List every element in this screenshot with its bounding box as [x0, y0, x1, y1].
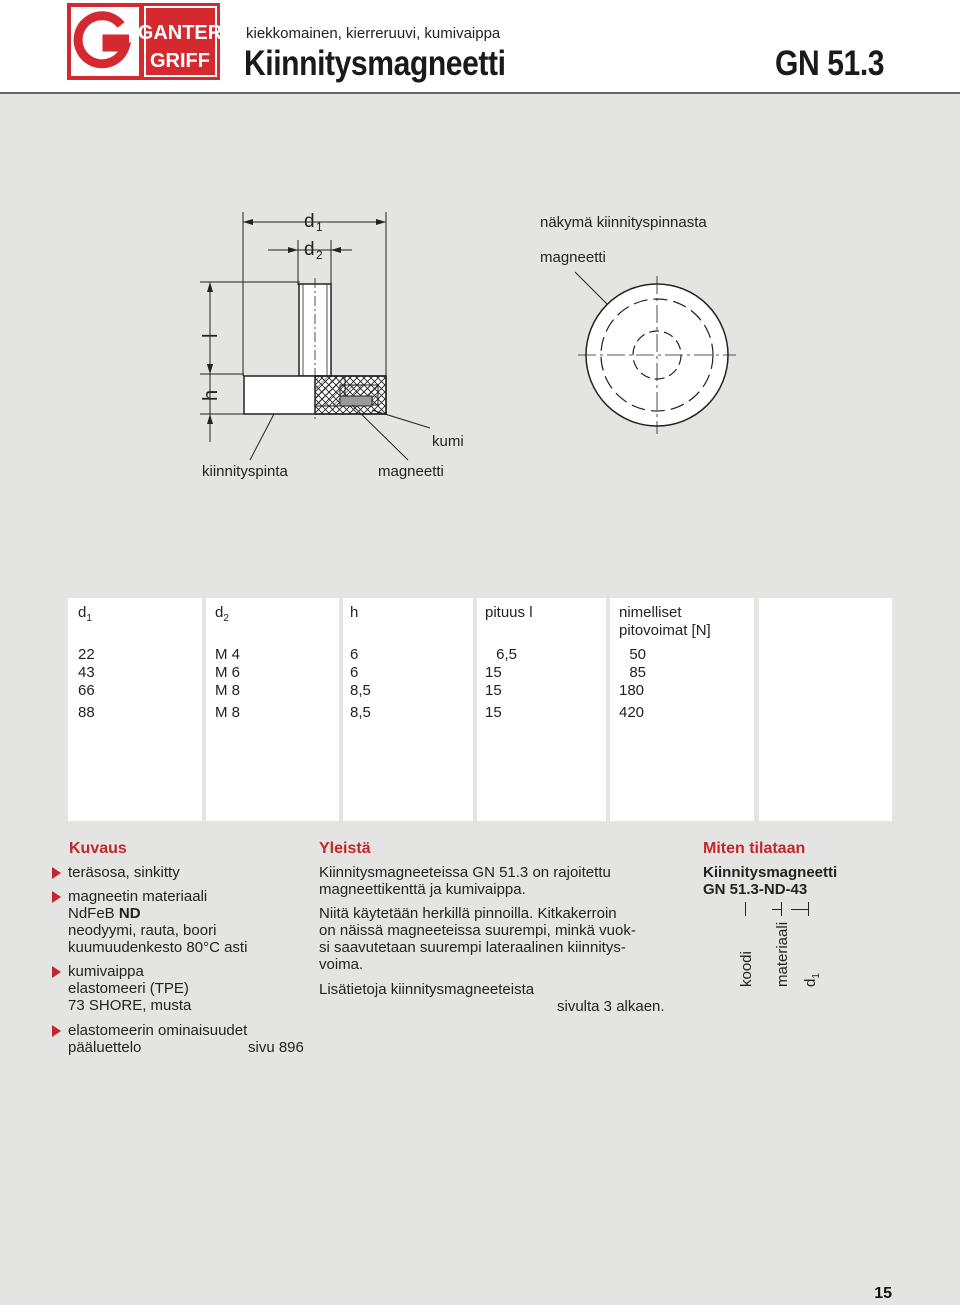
general-text: voima. [319, 956, 364, 973]
general-text: on näissä magneeteissa suurempi, minkä vuok- [319, 922, 636, 939]
header-h: h [350, 604, 359, 621]
ordering-label-material: materiaali [774, 921, 791, 987]
ordering-tick [781, 902, 782, 916]
general-text: sivulta 3 alkaen. [557, 998, 665, 1015]
ordering-tick [791, 909, 808, 910]
cell-length: 15 [485, 704, 502, 721]
magnet-insert [340, 396, 372, 406]
dim-d1-label: d [304, 211, 315, 232]
ordering-name: Kiinnitysmagneetti [703, 864, 838, 881]
cell-length: 6,5 [496, 646, 517, 663]
header-d2: $d_2$ [215, 604, 229, 624]
bullet-arrow-icon [52, 867, 61, 879]
description-item: 73 SHORE, musta [68, 997, 192, 1014]
general-text: Niitä käytetään herkillä pinnoilla. Kitkakerroin [319, 905, 617, 922]
page-title: Kiinnitysmagneetti [244, 44, 506, 83]
cell-d2: M 4 [215, 646, 241, 663]
label-rubber: kumi [432, 433, 464, 450]
label-view: näkymä kiinnityspinnasta [540, 214, 707, 231]
label-magnet-bottom: magneetti [378, 463, 444, 480]
product-code: GN 51.3 [775, 44, 885, 83]
brand-bottom-text: GRIFF [150, 50, 210, 72]
header-force: nimelliset pitovoimat [N] [619, 604, 711, 639]
general-text: si saavutetaan suurempi lateraalinen kiinnitys- [319, 939, 626, 956]
description-item: elastomeerin ominaisuudet [68, 1022, 248, 1039]
dim-d1-sub: 1 [316, 220, 323, 234]
description-item: kuumuudenkesto 80°C asti [68, 939, 248, 956]
label-surface: kiinnityspinta [202, 463, 288, 480]
general-title: Yleistä [319, 840, 371, 857]
ordering-label-d1: $d_1$ [802, 973, 822, 987]
technical-drawing [160, 200, 800, 500]
description-item: NdFeB ND [68, 905, 141, 922]
description-item: teräsosa, sinkitty [68, 864, 180, 881]
cell-force: 85 [629, 664, 646, 681]
description-title: Kuvaus [69, 840, 127, 857]
description-item: kumivaippa [68, 963, 144, 980]
page-number: 15 [874, 1285, 892, 1302]
ordering-tick [808, 902, 809, 916]
cell-h: 6 [350, 664, 359, 681]
cell-d2: M 8 [215, 704, 241, 721]
cell-force: 420 [619, 704, 645, 721]
ordering-tick [772, 909, 781, 910]
cell-h: 8,5 [350, 704, 371, 721]
ordering-label-code: koodi [738, 951, 755, 987]
bullet-arrow-icon [52, 966, 61, 978]
cell-d2: M 6 [215, 664, 241, 681]
general-text: Lisätietoja kiinnitysmagneeteista [319, 981, 535, 998]
cell-d1: 43 [78, 664, 95, 681]
ordering-tick [745, 902, 746, 916]
header-length: pituus l [485, 604, 533, 621]
bullet-arrow-icon [52, 891, 61, 903]
dim-l-label: l [200, 333, 222, 338]
cell-d1: 66 [78, 682, 95, 699]
cell-length: 15 [485, 664, 502, 681]
header-d1: $d_1$ [78, 604, 92, 624]
ordering-code: GN 51.3-ND-43 [703, 881, 808, 898]
label-magnet-top: magneetti [540, 249, 606, 266]
ordering-title: Miten tilataan [703, 840, 806, 857]
description-item: neodyymi, rauta, boori [68, 922, 217, 939]
cell-d2: M 8 [215, 682, 241, 699]
dim-h-label: h [200, 389, 222, 401]
general-text: magneettikenttä ja kumivaippa. [319, 881, 526, 898]
cell-d1: 22 [78, 646, 95, 663]
table-col-extra [759, 598, 892, 821]
page-subtitle: kiekkomainen, kierreruuvi, kumivaippa [246, 25, 501, 42]
dim-d2-label: d [304, 239, 315, 260]
cell-h: 8,5 [350, 682, 371, 699]
cell-d1: 88 [78, 704, 95, 721]
general-text: Kiinnitysmagneeteissa GN 51.3 on rajoitettu [319, 864, 611, 881]
bullet-arrow-icon [52, 1025, 61, 1037]
brand-logo [67, 3, 220, 80]
description-item: pääluettelo [68, 1039, 142, 1056]
page-reference: sivu 896 [248, 1039, 304, 1056]
brand-top-text: GANTER [137, 22, 220, 44]
description-item: elastomeeri (TPE) [68, 980, 189, 997]
cell-h: 6 [350, 646, 359, 663]
cell-force: 180 [619, 682, 645, 699]
dim-d2-sub: 2 [316, 248, 323, 262]
cell-length: 15 [485, 682, 502, 699]
description-item: magneetin materiaali [68, 888, 208, 905]
cell-force: 50 [629, 646, 646, 663]
